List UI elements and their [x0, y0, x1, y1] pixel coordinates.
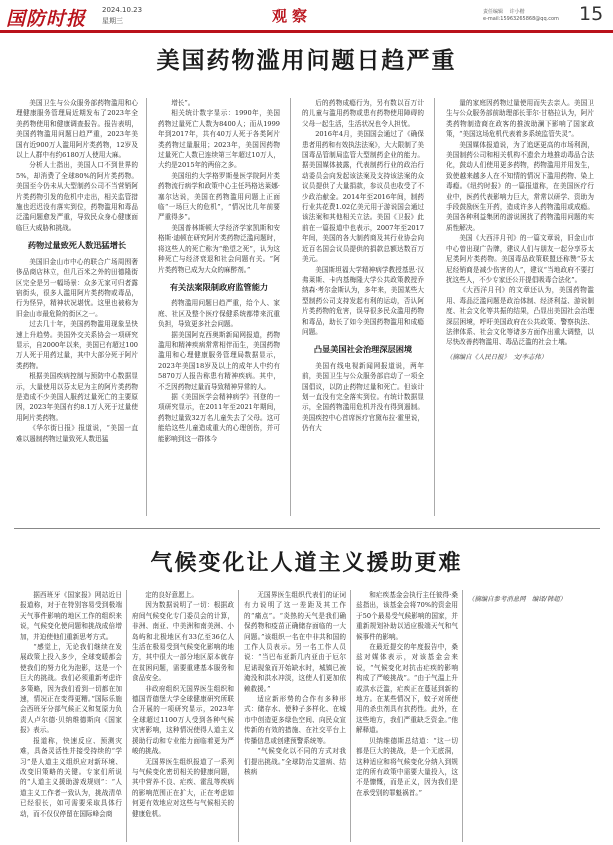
header-rule	[0, 30, 613, 33]
article1-source: （摘编自《人民日报》 文/李志伟）	[446, 352, 548, 361]
article2-column-1	[20, 590, 122, 842]
column-divider	[290, 98, 291, 516]
article-divider	[14, 528, 600, 529]
article1-subheading-2: 有关法案限制政府监管能力	[169, 281, 269, 292]
paragraph: 适应新形势的合作有多种形式：储存水、使种子多样化、在城市中创造更多绿色空间、向民众宣传新的有效的措施、在社交平台上传播信息或创建预警系统等。	[244, 695, 346, 745]
paragraph: 美国旧金山市中心的联合广场周围奢侈品商店林立，但几百米之外的田德隆街区完全是另一幅场景：众多无家可归者露宿街头，很多人滥用阿片类药物或毒品，行为怪异，精神状况堪忧。这里也被称为旧金山市最危险的街区之一。	[16, 257, 138, 318]
column-divider	[238, 590, 239, 842]
paragraph: 增长”。	[171, 99, 195, 107]
article1-column-3	[302, 98, 424, 516]
article1-column-1	[16, 98, 138, 516]
column-divider	[462, 590, 463, 842]
article2-column-2	[132, 590, 234, 842]
paragraph: 贝纳维德斯总结道：“这一切都是巨大的挑战，是一个无底洞，这种适应和将气候变化分纳入到规定的所有政策中需要大量投入，这不是慷慨，而是正义，因为我们是在承受别的罪魁祸首。”	[356, 736, 458, 797]
article2-col1-paragraphs	[20, 590, 122, 819]
column-divider	[126, 590, 127, 842]
paragraph: 非政府组织无国界医生组织和德国青德堡大学全球健康研究所联合开展的一项研究显示，2023年全球超过1100万人受到各种气候灾害影响，这种情况使得人道主义援助行动和专业能力面临着更为严峻的挑战。	[132, 684, 234, 756]
article1-col4-paragraphs	[446, 98, 594, 348]
paragraph: 美国纽约大学格罗斯曼医学院阿片类药物流行病学和政策中心主任玛格达莱娜·塞尔达说，美国在药物滥用问题上正面临“一场巨大的危机”，“情况比几年前要严重得多”。	[158, 171, 280, 222]
paragraph: 相关统计数字显示：1990年，美国药物过量死亡人数为8400人；而从1999年到2017年，共有40万人死于各类阿片类药物过量服用；2023年，美国因药物过量死亡人数已连续第三年超过10万人，大约是2015年的两倍之多。	[158, 109, 280, 170]
article2-column-5	[468, 590, 598, 842]
issue-weekday: 星期三	[102, 17, 123, 25]
paragraph: 美国普林斯顿大学经济学家凯斯和安格斯·迪顿在研究阿片类药物泛滥问题时，将这些人的死亡称为“绝望之死”，认为这种死亡与经济衰退和社会问题有关。“阿片类药物已成为大众的麻醉剂。”	[158, 223, 280, 274]
paragraph: 因为数据说明了一切：根据政府间气候变化专门委员会的计算，非洲、南亚、中美洲和南美洲、小岛屿和北极地区有33亿至36亿人生活在极易受到气候变化影响的地方，其中很大一部分地区原本就存在贫困问题，需要重建基本服务和食品安全。	[132, 601, 234, 683]
article2-title: 气候变化让人道主义援助更难	[150, 551, 463, 576]
article1-column-4	[446, 98, 594, 516]
page-header	[0, 0, 613, 32]
paragraph: 定的良好意愿上。	[145, 591, 198, 599]
paragraph: 无国界医生组织报道了一系列与气候变化密切相关的健康问题，其中营养不良、疟疾、霍乱等疾病的影响范围正在扩大，正在考虑如何更有效地应对这些与气候相关的健康危机。	[132, 757, 234, 818]
paragraph: 美国卫生与公众服务部药物滥用和心理健康服务管理局近期发布了2023年全美药物使用和健康调查报告。报告表明，美国药物滥用问题日趋严重，2023年美国有近900万人滥用阿片类药物，12岁及以上人群中有约6180万人使用大麻。	[16, 99, 138, 160]
article2-column-3	[244, 590, 346, 842]
column-divider	[350, 590, 351, 842]
article1-subheading-1: 药物过量致死人数迅猛增长	[27, 240, 127, 251]
paragraph: 量的家庭因药物过量使用而失去亲人。美国卫生与公众服务部前助理部长菲尔·甘格拉认为，阿片类药物制造商在政客的推波助澜下影响了国家政策，“美国这场危机代表着多系统监管失灵”。	[446, 99, 594, 139]
paragraph: 美国斯坦福大学精神病学教授基思·汉弗莱斯、卡内基梅隆大学公共政策教授乔纳森·考尔金斯认为，多年来，美国某些大型制药公司支持发起有利的运动，否认阿片类药物的危害，误导很多民众滥用药物和毒品，助长了如今美国药物滥用和成瘾问题。	[302, 265, 424, 336]
column-divider	[434, 98, 435, 516]
paragraph: 无国界医生组织代表们的证词有力说明了这一差距及其工作的“痛点”。“炎热的天气是我们确保药物和疫苗正确储存面临的一大问题。”该组织一名在中非共和国的工作人员表示。另一名工作人员说：“当巴布亚新几内亚由于厄尔尼诺现象而开始缺水时，城镇已被淹没和洪水冲淡，这使人们更加依赖救援。”	[244, 591, 346, 693]
paragraph: 美国《大西洋月刊》的一篇文章说，旧金山市中心曾出现广告牌，建议人们与朋友一起分享芬太尼类阿片类药物。美国毒品政策联盟还称赞“芬太尼经销商是减少伤害的人”，建议“当地政府不要打扰这些人，不少专家还公开提倡吸毒合法化”。	[446, 234, 594, 284]
article2-source: （摘编自参考消息网 编译/韩超）	[468, 595, 567, 603]
article2-col4-paragraphs	[356, 590, 458, 798]
article1-col2b-paragraphs	[158, 298, 280, 444]
paragraph: 后的药物成瘾行为，另有数以百万计的儿童与滥用药物或患有药物使用障碍的父母一起生活，生活状况也令人担忧。	[302, 99, 424, 128]
paragraph: 分析人士指出，美国人口不到世界的5%，却消费了全球80%的阿片类药物。美国至今仍未从大型制药公司不当营销阿片类药物引发的危机中走出，相关监管措施也迟迟没有落实到位，药物滥用和毒品泛滥问题愈发严重，导致民众身心健康面临巨大威胁和挑战。	[16, 161, 138, 232]
editor-email: e-mail:15963265868@qq.com	[483, 16, 559, 22]
paragraph: 《华尔街日报》报道说，“美国一直难以遏制药物过量致死人数迅猛	[16, 424, 138, 443]
article1-subheading-3: 凸显美国社会治理深层困境	[313, 344, 413, 355]
paragraph: 美国媒体报道说，为了追逐更高的市场利润，美国制药公司和相关机构不遗余力地推动毒品合法化，鼓动人们使用更多药物，药物滥用并用发生，致使越来越多人在不知情的情况下滥用药物、染上毒瘾。《纽约时报》的一篇报道称，在美国医疗行业中，医药代表影响力巨大，常常以研学、资助为手段鼓励医生开药，造成许多人药物滥用或成瘾。美国各种利益集团的游说困扰了药物滥用问题的实质性解决。	[446, 140, 594, 232]
paragraph: 美国有线电视新闻网报道说，两年前，美国卫生与公众服务部启动了一项全国倡议，以防止药物过量和死亡。但该计划一直没有完全落实到位。有统计数据显示，全国药物滥用危机并没有得到遏制。美国疾控中心首席医疗官黛布拉·霍里说，仍有大	[302, 361, 424, 433]
paragraph: 据西班牙《国家报》网站近日报道称，对于在特别容易受到极端天气事件影响的地区工作的组织来说，气候变化使问题和挑战成倍增加，并迫使他们重新思考方式。	[20, 591, 122, 641]
article1-col2-paragraphs	[158, 98, 280, 275]
paragraph: “感觉上，无论我们继续在发展政策上投入多少，全球变暖都会使我们的努力化为泡影，这是一个巨大的挑战。我们必须重新考虑许多策略，因为我们看到一切都在加速，情况正在变得更糟。”国际乐施会西班牙分部气候正义和复原力负责人卢尔德·贝纳维德斯向《国家报》表示。	[20, 643, 122, 735]
article1-col1b-paragraphs	[16, 257, 138, 444]
article2-col2-paragraphs	[132, 590, 234, 819]
paragraph: 在最近提交的年度报告中，桑兹对媒体表示，对该基金会来说，“气候变化对抗击疟疾的影响构成了严峻挑战”。“由于气温上升或洪水泛滥，疟疾正在蔓延到新的地方。在某些情况下，蚊子对所使用的杀虫剂具有抗药性。此外，在这些地方，我们严重缺乏资金。”他解释道。	[356, 643, 458, 735]
article1-col3-paragraphs	[302, 98, 424, 337]
newspaper-logo: 国防时报	[6, 8, 87, 30]
article1-col1-paragraphs	[16, 98, 138, 233]
section-title: 观察	[272, 7, 313, 25]
article1-col3b-paragraphs	[302, 361, 424, 434]
paragraph: 根据美国疾病控制与预防中心数据显示，大量使用以芬太尼为主的阿片类药物是造成不少美国人服药过量死亡的主要原因，2023年美国有约8.1万人死于过量使用阿片类药物。	[16, 372, 138, 422]
article1-title: 美国药物滥用问题日趋严重	[156, 48, 457, 74]
column-divider	[146, 98, 147, 516]
paragraph: 药物滥用问题日趋严重，给个人、家庭、社区及整个医疗保健系统都带来沉重负担，导致更多社会问题。	[158, 299, 280, 329]
paragraph: 2016年4月，美国国会通过了《确保患者用药和有效执法法案》，大大限制了美国毒品管制局监管大型制药企业的能力。据美国媒体披露，代表制药行业的政治行动委员会向发起该法案及支持该法案的众议员提供了大量捐款，参议员也收受了不少政治献金。2014年至2016年间，制药行业共花费1.02亿美元用于游说国会通过该法案和其他相关立法。美国《卫报》此前在一篇报道中也表示，2007年至2017年间，美国的各大制药商及其行业协会向近百名国会议员提供的捐款总额达数百万美元。	[302, 130, 424, 264]
paragraph: 报道称，快速反应、预测灾难，具备灵活性并接受持续的“学习”是人道主义组织应对新环境、改变旧策略的关键。专家们所说的“人道主义援助游戏规则”：“人道主义工作者一致认为，挑战清单已经很长，如可需要采取具体行动，而不仅仅停留在国际峰会商	[20, 736, 122, 818]
issue-date: 2024.10.23	[102, 6, 143, 14]
paragraph: 《大西洋月刊》的文章还认为，美国药物滥用、毒品泛滥问题是政治体制、经济利益、游说制度、社会文化等共振的结果，凸显出美国社会治理深层困境，呼吁美国政府在公共政策、警察执法、法律体系、社会文化等诸多方面作出重大调整，以尽快改善药物滥用、毒品泛滥的社会土壤。	[446, 286, 594, 347]
paragraph: 据《美国医学会精神病学》刊登的一项研究显示，在2011年至2021年期间，药物过量致32万名儿童失去了父母。这可能给这些儿童造成重大的心理创伤，并可能影响到这一群体今	[158, 392, 280, 443]
paragraph: 据美国阿克西奥斯新闻网报道，药物滥用和精神疾病常常相伴而生，美国药物滥用和心理健康服务管理局数据显示，2023年美国18岁及以上的成年人中约有5870万人报告称患有精神疾病。其中，不乏因药物过量而导致精神异常的人。	[158, 330, 280, 391]
paragraph: 和疟疾基金会执行主任彼得·桑兹指出，该基金会将70%的资金用于50个最易受气候影响的国家，并重新规划补助以适应极端天气和气候事件的影响。	[356, 591, 458, 641]
paragraph: 过去几十年，美国药物滥用现象呈快速上升趋势。美国外交关系协会一项研究显示，自2000年以来，美国已有超过100万人死于用药过量，其中大部分死于阿片类药物。	[16, 320, 138, 370]
page-number: 15	[579, 3, 604, 25]
editor-credit: 责任编辑 许小楷	[483, 9, 525, 15]
article1-column-2	[158, 98, 280, 516]
paragraph: “气候变化以不同的方式对我们提出挑战。”全球防治艾滋病、结核病	[244, 747, 346, 776]
article2-column-4	[356, 590, 458, 842]
article2-col3-paragraphs	[244, 590, 346, 777]
